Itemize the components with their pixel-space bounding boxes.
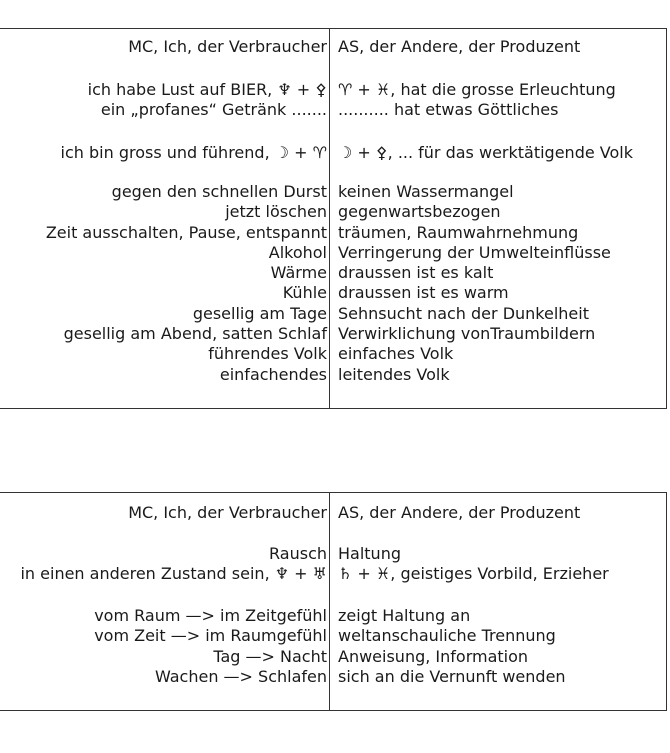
- block2-left: [61, 143, 327, 163]
- list-item: Tag —> Nacht: [213, 646, 327, 666]
- header-left-text: MC, Ich, der Verbraucher: [128, 503, 327, 522]
- column-divider: [329, 493, 330, 710]
- list-item: keinen Wassermangel: [338, 182, 514, 201]
- list-item: draussen ist es kalt: [338, 263, 494, 283]
- astrology-table-1: [0, 28, 667, 409]
- block1-left-line: ein „profanes“ Getränk .......: [100, 100, 327, 120]
- list-item: vom Zeit —> im Raumgefühl: [94, 626, 327, 646]
- list-right: [338, 182, 611, 385]
- list-item: gesellig am Tage: [192, 303, 327, 323]
- list-item: Alkohol: [268, 242, 327, 262]
- column-divider: [329, 29, 330, 408]
- block1-left: [88, 80, 327, 121]
- block1-right: [338, 80, 616, 121]
- list-item: sich an die Vernunft wenden: [338, 666, 566, 686]
- list-item: einfachendes: [219, 364, 327, 384]
- list-item: Verringerung der Umwelteinflüsse: [338, 242, 611, 262]
- list-item: vom Raum —> im Zeitgefühl: [94, 606, 327, 625]
- header-left: [128, 503, 327, 523]
- list-item: draussen ist es warm: [338, 283, 509, 303]
- block1-left: [20, 544, 327, 585]
- header-right-text: AS, der Andere, der Produzent: [338, 503, 581, 522]
- list-left: [46, 182, 327, 385]
- block1-left-line: in einen anderen Zustand sein, ♆ + ♅: [20, 564, 327, 584]
- block1-left-line: Rausch: [269, 544, 327, 563]
- header-right: [338, 37, 580, 57]
- block1-right-line: .......... hat etwas Göttliches: [338, 100, 559, 120]
- list-item: einfaches Volk: [338, 344, 454, 364]
- list-item: weltanschauliche Trennung: [338, 626, 556, 646]
- block1-left-line: ich habe Lust auf BIER, ♆ + ⚴: [87, 80, 327, 99]
- block1-right-line: ♄ + ♓, geistiges Vorbild, Erzieher: [338, 564, 609, 584]
- header-left-text: MC, Ich, der Verbraucher: [128, 37, 327, 56]
- list-item: Anweisung, Information: [338, 646, 529, 666]
- list-item: gegen den schnellen Durst: [111, 182, 327, 201]
- list-item: zeigt Haltung an: [338, 606, 471, 625]
- list-right: [338, 606, 566, 687]
- header-right-text: AS, der Andere, der Produzent: [338, 37, 581, 56]
- block2-right: [338, 143, 633, 163]
- block1-right-line: Haltung: [338, 544, 401, 563]
- block2-left-line: ich bin gross und führend, ☽ + ♈: [60, 143, 327, 162]
- list-left: [94, 606, 327, 687]
- list-item: Zeit ausschalten, Pause, entspannt: [45, 222, 327, 242]
- header-left: [128, 37, 327, 57]
- list-item: Kühle: [282, 283, 327, 303]
- header-right: [338, 503, 580, 523]
- list-item: Wachen —> Schlafen: [154, 666, 327, 686]
- list-item: jetzt löschen: [225, 202, 327, 222]
- list-item: Sehnsucht nach der Dunkelheit: [338, 303, 589, 323]
- astrology-table-2: [0, 492, 667, 711]
- list-item: leitendes Volk: [338, 364, 450, 384]
- list-item: führendes Volk: [208, 344, 327, 364]
- list-item: gesellig am Abend, satten Schlaf: [63, 324, 327, 344]
- block1-right-line: ♈ + ♓, hat die grosse Erleuchtung: [338, 80, 616, 99]
- block2-right-line: ☽ + ⚴, ... für das werktätigende Volk: [338, 143, 633, 162]
- list-item: gegenwartsbezogen: [338, 202, 501, 222]
- block1-right: [338, 544, 609, 585]
- list-item: Wärme: [270, 263, 327, 283]
- list-item: träumen, Raumwahrnehmung: [338, 222, 579, 242]
- list-item: Verwirklichung vonTraumbildern: [338, 324, 596, 344]
